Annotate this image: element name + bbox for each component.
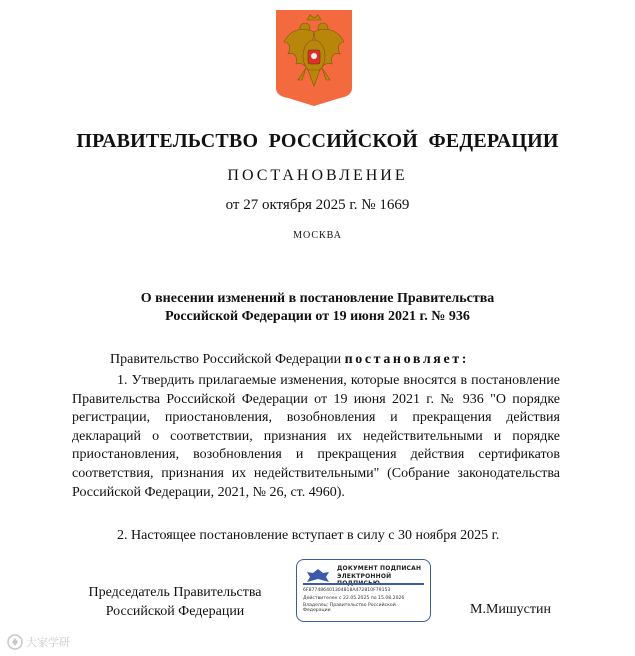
stamp-certificate: 6F877486401304818A472810F79153 bbox=[303, 588, 391, 593]
stamp-owner-line-1: Владелец: Правительство Российской bbox=[303, 603, 396, 608]
government-title: ПРАВИТЕЛЬСТВО РОССИЙСКОЙ ФЕДЕРАЦИИ bbox=[76, 130, 559, 152]
clause-1: 1. Утвердить прилагаемые изменения, которые вносятся в постановление Правительства Российской Федерации от 19 июня 2021 г. № 936 "О порядке регистрации, приостановления, возобновления и прекращения действия деклараций о соответствии, признания их недействительными и порядке приостановления, возобновления и прекращения действия сертификатов соответствия, признания их недействительными" (Собрание законодательства Российской Федерации, 2021, № 26, ст. 4960). bbox=[72, 373, 560, 500]
stamp-divider bbox=[303, 583, 424, 585]
signer-title-line-2: Российской Федерации bbox=[105, 604, 245, 619]
subject-line-2: Российской Федерации от 19 июня 2021 г. № 936 bbox=[165, 309, 470, 324]
document-type: ПОСТАНОВЛЕНИЕ bbox=[227, 167, 408, 184]
coat-of-arms-emblem bbox=[274, 8, 354, 108]
subject-line-1: О внесении изменений в постановление Правительства bbox=[140, 291, 495, 306]
signer-name: М.Мишустин bbox=[470, 602, 551, 617]
signer-title bbox=[70, 583, 280, 621]
preamble-verb: постановляет: bbox=[344, 352, 469, 367]
preamble-lead: Правительство Российской Федерации bbox=[110, 352, 345, 367]
stamp-owner bbox=[303, 603, 396, 613]
clause-2: 2. Настоящее постановление вступает в силу с 30 ноября 2025 г. bbox=[117, 528, 500, 543]
watermark-logo bbox=[6, 632, 91, 652]
stamp-heading-1: ДОКУМЕНТ ПОДПИСАН bbox=[337, 565, 422, 572]
watermark-text: 大家学研 bbox=[26, 636, 70, 649]
document-subject bbox=[0, 290, 635, 326]
document-city: МОСКВА bbox=[293, 230, 342, 241]
stamp-owner-line-2: Федерации bbox=[303, 608, 331, 613]
stamp-heading-2: ЭЛЕКТРОННОЙ bbox=[337, 573, 392, 580]
signer-title-line-1: Председатель Правительства bbox=[88, 585, 262, 600]
stamp-validity: Действителен с 22.05.2025 по 15.08.2026 bbox=[303, 596, 405, 601]
electronic-signature-stamp bbox=[296, 559, 431, 622]
preamble bbox=[72, 351, 560, 370]
document-date-number: от 27 октября 2025 г. № 1669 bbox=[225, 197, 410, 213]
